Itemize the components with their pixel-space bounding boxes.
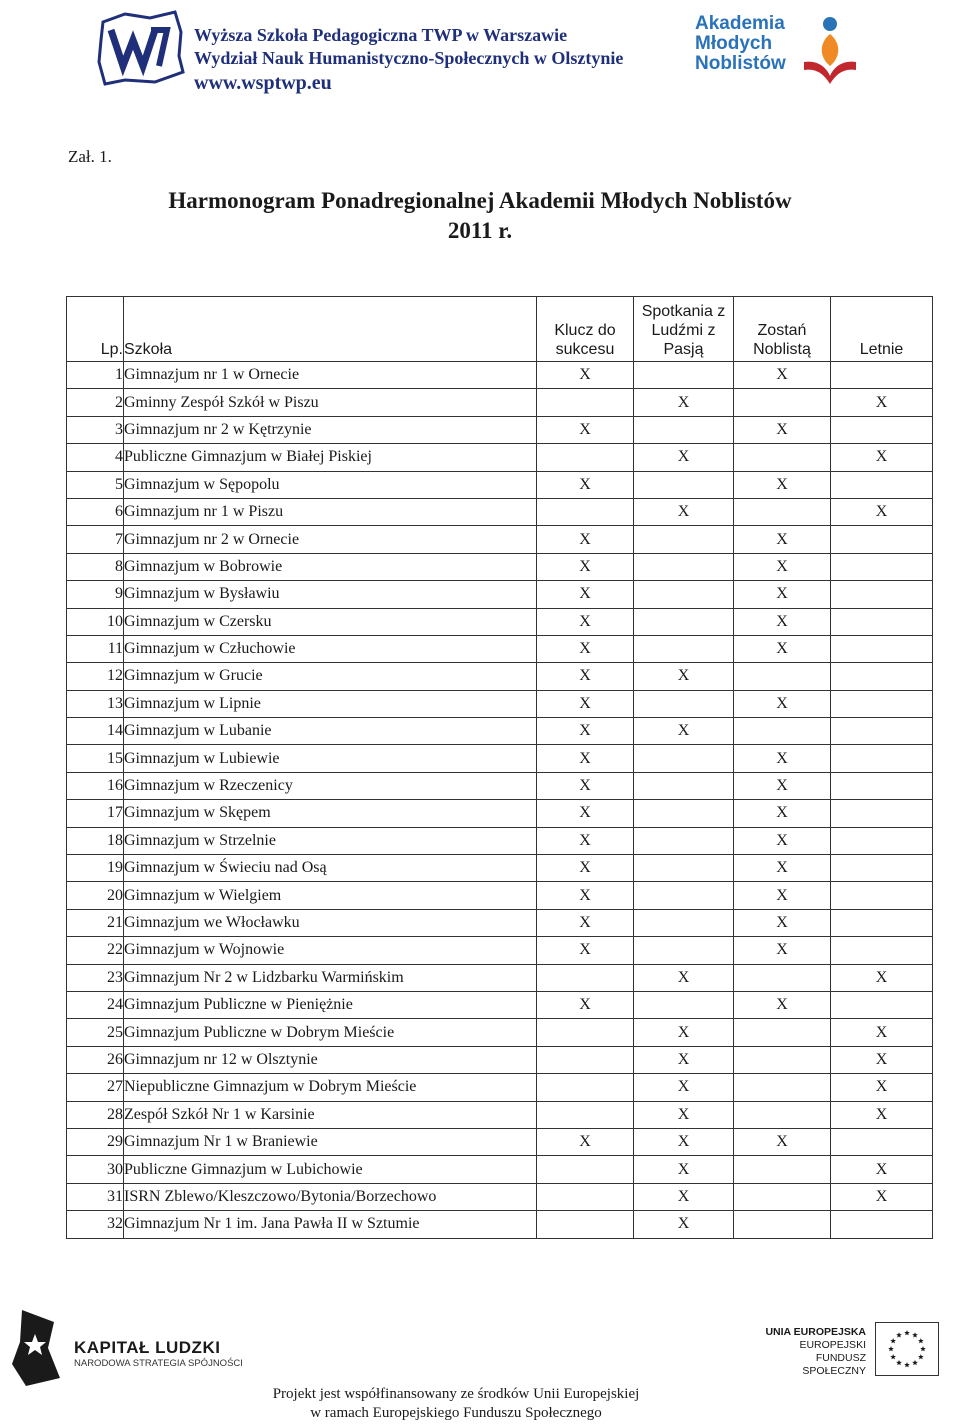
mark-zostan-noblista: X	[734, 937, 831, 964]
table-row	[67, 855, 933, 882]
table-row	[67, 635, 933, 662]
school-name: Gimnazjum w Strzelnie	[124, 827, 537, 854]
table-row	[67, 800, 933, 827]
mark-zostan-noblista	[734, 1183, 831, 1210]
mark-zostan-noblista: X	[734, 855, 831, 882]
mark-letnie	[831, 663, 933, 690]
mark-zostan-noblista	[734, 1046, 831, 1073]
table-row	[67, 772, 933, 799]
row-number: 31	[67, 1183, 124, 1210]
table-row	[67, 882, 933, 909]
table-row	[67, 745, 933, 772]
flame-book-icon	[800, 14, 860, 86]
institution-line1: Wyższa Szkoła Pedagogiczna TWP w Warszawie	[194, 25, 568, 45]
eu-star-icon	[918, 1338, 924, 1343]
mark-klucz-do-sukcesu: X	[537, 362, 634, 389]
table-row	[67, 1046, 933, 1073]
school-name: Gimnazjum nr 12 w Olsztynie	[124, 1046, 537, 1073]
school-name: Gimnazjum nr 1 w Piszu	[124, 498, 537, 525]
eu-star-icon	[890, 1354, 896, 1359]
table-row	[67, 937, 933, 964]
row-number: 6	[67, 498, 124, 525]
table-row	[67, 389, 933, 416]
table-row	[67, 964, 933, 991]
school-name: Niepubliczne Gimnazjum w Dobrym Mieście	[124, 1074, 537, 1101]
eu-line2: EUROPEJSKI	[799, 1339, 866, 1351]
mark-spotkania	[634, 553, 734, 580]
mark-letnie: X	[831, 1074, 933, 1101]
row-number: 28	[67, 1101, 124, 1128]
mark-klucz-do-sukcesu	[537, 1046, 634, 1073]
mark-letnie: X	[831, 1019, 933, 1046]
school-name: Gimnazjum Publiczne w Pieniężnie	[124, 991, 537, 1018]
table-row	[67, 991, 933, 1018]
institution-url[interactable]: www.wsptwp.eu	[194, 72, 332, 94]
school-name: Gminny Zespół Szkół w Piszu	[124, 389, 537, 416]
row-number: 4	[67, 444, 124, 471]
mark-klucz-do-sukcesu: X	[537, 800, 634, 827]
row-number: 26	[67, 1046, 124, 1073]
mark-letnie: X	[831, 389, 933, 416]
school-name: Gimnazjum we Włocławku	[124, 909, 537, 936]
eu-star-icon	[904, 1362, 910, 1367]
mark-letnie	[831, 416, 933, 443]
school-name: Gimnazjum Publiczne w Dobrym Mieście	[124, 1019, 537, 1046]
mark-zostan-noblista	[734, 718, 831, 745]
eu-logo-text	[752, 1326, 866, 1378]
eu-star-icon	[912, 1360, 918, 1365]
row-number: 7	[67, 526, 124, 553]
mark-zostan-noblista	[734, 1074, 831, 1101]
mark-letnie	[831, 718, 933, 745]
mark-zostan-noblista: X	[734, 581, 831, 608]
mark-letnie	[831, 909, 933, 936]
school-name: Gimnazjum w Sępopolu	[124, 471, 537, 498]
mark-spotkania: X	[634, 444, 734, 471]
mark-zostan-noblista	[734, 389, 831, 416]
mark-spotkania	[634, 581, 734, 608]
row-number: 19	[67, 855, 124, 882]
kapital-ludzki-title: KAPITAŁ LUDZKI	[74, 1338, 221, 1357]
table-row	[67, 471, 933, 498]
mark-spotkania: X	[634, 1019, 734, 1046]
eu-flag-icon	[875, 1322, 939, 1376]
mark-zostan-noblista: X	[734, 553, 831, 580]
table-row	[67, 1183, 933, 1210]
row-number: 18	[67, 827, 124, 854]
school-name: Gimnazjum w Bobrowie	[124, 553, 537, 580]
mark-spotkania: X	[634, 1101, 734, 1128]
mark-spotkania: X	[634, 663, 734, 690]
table-row	[67, 498, 933, 525]
row-number: 11	[67, 635, 124, 662]
row-number: 3	[67, 416, 124, 443]
funding-note-line2: w ramach Europejskiego Funduszu Społecznego	[310, 1405, 602, 1421]
mark-spotkania: X	[634, 1211, 734, 1238]
school-name: Gimnazjum w Grucie	[124, 663, 537, 690]
amn-logo-line2: Młodych	[695, 33, 773, 54]
mark-spotkania	[634, 772, 734, 799]
mark-klucz-do-sukcesu: X	[537, 663, 634, 690]
row-number: 16	[67, 772, 124, 799]
eu-star-icon	[920, 1346, 926, 1351]
eu-star-icon	[918, 1354, 924, 1359]
table-row	[67, 444, 933, 471]
table-row	[67, 608, 933, 635]
mark-letnie	[831, 690, 933, 717]
mark-letnie: X	[831, 1156, 933, 1183]
eu-star-icon	[896, 1332, 902, 1337]
school-name: Gimnazjum w Bysławiu	[124, 581, 537, 608]
mark-klucz-do-sukcesu	[537, 1074, 634, 1101]
table-row	[67, 1128, 933, 1155]
school-name: Gimnazjum Nr 1 w Braniewie	[124, 1128, 537, 1155]
school-name: Gimnazjum w Świeciu nad Osą	[124, 855, 537, 882]
row-number: 29	[67, 1128, 124, 1155]
mark-spotkania	[634, 991, 734, 1018]
school-name: Gimnazjum w Rzeczenicy	[124, 772, 537, 799]
mark-klucz-do-sukcesu	[537, 389, 634, 416]
mark-klucz-do-sukcesu: X	[537, 581, 634, 608]
wsp-logo-icon	[95, 10, 185, 86]
mark-klucz-do-sukcesu: X	[537, 1128, 634, 1155]
row-number: 8	[67, 553, 124, 580]
institution-line2: Wydział Nauk Humanistyczno-Społecznych w Olsztynie	[194, 48, 624, 68]
row-number: 24	[67, 991, 124, 1018]
mark-klucz-do-sukcesu: X	[537, 909, 634, 936]
school-name: Gimnazjum w Skępem	[124, 800, 537, 827]
mark-zostan-noblista: X	[734, 909, 831, 936]
mark-klucz-do-sukcesu: X	[537, 882, 634, 909]
mark-klucz-do-sukcesu	[537, 498, 634, 525]
row-number: 22	[67, 937, 124, 964]
eu-star-icon	[888, 1346, 894, 1351]
mark-letnie: X	[831, 498, 933, 525]
mark-spotkania	[634, 416, 734, 443]
mark-letnie: X	[831, 1183, 933, 1210]
row-number: 10	[67, 608, 124, 635]
mark-zostan-noblista: X	[734, 800, 831, 827]
column-header-lp: Lp.	[67, 297, 124, 362]
mark-letnie: X	[831, 1046, 933, 1073]
mark-zostan-noblista: X	[734, 772, 831, 799]
mark-zostan-noblista	[734, 498, 831, 525]
row-number: 15	[67, 745, 124, 772]
mark-letnie	[831, 362, 933, 389]
schedule-table	[66, 296, 933, 1239]
mark-spotkania	[634, 827, 734, 854]
mark-klucz-do-sukcesu: X	[537, 991, 634, 1018]
mark-spotkania: X	[634, 1128, 734, 1155]
school-name: Gimnazjum w Lubanie	[124, 718, 537, 745]
mark-spotkania: X	[634, 389, 734, 416]
mark-letnie	[831, 471, 933, 498]
school-name: ISRN Zblewo/Kleszczowo/Bytonia/Borzechowo	[124, 1183, 537, 1210]
column-header-klucz: Klucz do sukcesu	[537, 297, 634, 362]
mark-klucz-do-sukcesu: X	[537, 718, 634, 745]
row-number: 23	[67, 964, 124, 991]
mark-klucz-do-sukcesu: X	[537, 827, 634, 854]
mark-klucz-do-sukcesu: X	[537, 416, 634, 443]
mark-spotkania	[634, 608, 734, 635]
mark-spotkania	[634, 909, 734, 936]
mark-letnie	[831, 745, 933, 772]
mark-letnie	[831, 1211, 933, 1238]
mark-spotkania: X	[634, 1046, 734, 1073]
table-row	[67, 362, 933, 389]
mark-klucz-do-sukcesu	[537, 964, 634, 991]
mark-klucz-do-sukcesu: X	[537, 608, 634, 635]
mark-klucz-do-sukcesu: X	[537, 471, 634, 498]
mark-zostan-noblista: X	[734, 745, 831, 772]
kapital-ludzki-logo	[8, 1308, 258, 1388]
table-row	[67, 581, 933, 608]
mark-spotkania: X	[634, 964, 734, 991]
page-title-year: 2011 r.	[447, 218, 513, 243]
mark-letnie	[831, 635, 933, 662]
table-row	[67, 416, 933, 443]
row-number: 30	[67, 1156, 124, 1183]
mark-spotkania	[634, 635, 734, 662]
eu-logo	[752, 1318, 942, 1378]
kapital-ludzki-icon	[8, 1308, 62, 1388]
mark-klucz-do-sukcesu: X	[537, 635, 634, 662]
mark-spotkania: X	[634, 718, 734, 745]
mark-zostan-noblista: X	[734, 608, 831, 635]
mark-spotkania	[634, 855, 734, 882]
institution-name	[194, 24, 623, 96]
school-name: Gimnazjum nr 2 w Ornecie	[124, 526, 537, 553]
mark-spotkania	[634, 800, 734, 827]
mark-klucz-do-sukcesu	[537, 1211, 634, 1238]
mark-letnie	[831, 937, 933, 964]
mark-klucz-do-sukcesu	[537, 444, 634, 471]
mark-zostan-noblista	[734, 1101, 831, 1128]
mark-klucz-do-sukcesu: X	[537, 690, 634, 717]
column-header-school: Szkoła	[124, 297, 537, 362]
school-name: Zespół Szkół Nr 1 w Karsinie	[124, 1101, 537, 1128]
row-number: 27	[67, 1074, 124, 1101]
school-name: Gimnazjum w Lubiewie	[124, 745, 537, 772]
amn-logo-line3: Noblistów	[695, 53, 786, 74]
school-name: Gimnazjum w Wielgiem	[124, 882, 537, 909]
mark-klucz-do-sukcesu	[537, 1101, 634, 1128]
eu-line3: FUNDUSZ SPOŁECZNY	[802, 1352, 866, 1377]
table-row	[67, 1211, 933, 1238]
row-number: 9	[67, 581, 124, 608]
page-header	[0, 0, 960, 100]
amn-logo	[683, 4, 868, 92]
attachment-label: Zał. 1.	[68, 147, 112, 166]
row-number: 14	[67, 718, 124, 745]
table-row	[67, 1019, 933, 1046]
mark-zostan-noblista: X	[734, 991, 831, 1018]
mark-spotkania	[634, 690, 734, 717]
mark-letnie	[831, 800, 933, 827]
mark-letnie	[831, 581, 933, 608]
mark-zostan-noblista	[734, 444, 831, 471]
school-name: Gimnazjum Nr 1 im. Jana Pawła II w Sztumie	[124, 1211, 537, 1238]
table-row	[67, 718, 933, 745]
row-number: 1	[67, 362, 124, 389]
mark-letnie	[831, 1128, 933, 1155]
mark-zostan-noblista: X	[734, 690, 831, 717]
mark-letnie	[831, 991, 933, 1018]
mark-zostan-noblista	[734, 1211, 831, 1238]
mark-letnie	[831, 855, 933, 882]
mark-zostan-noblista	[734, 964, 831, 991]
table-row	[67, 690, 933, 717]
mark-spotkania	[634, 471, 734, 498]
row-number: 32	[67, 1211, 124, 1238]
row-number: 20	[67, 882, 124, 909]
mark-letnie	[831, 608, 933, 635]
row-number: 5	[67, 471, 124, 498]
mark-klucz-do-sukcesu: X	[537, 855, 634, 882]
mark-spotkania	[634, 937, 734, 964]
mark-spotkania	[634, 882, 734, 909]
mark-zostan-noblista	[734, 1156, 831, 1183]
school-name: Gimnazjum w Czersku	[124, 608, 537, 635]
mark-letnie	[831, 827, 933, 854]
mark-letnie: X	[831, 964, 933, 991]
table-row	[67, 553, 933, 580]
eu-star-icon	[896, 1360, 902, 1365]
mark-klucz-do-sukcesu: X	[537, 937, 634, 964]
table-row	[67, 827, 933, 854]
mark-spotkania	[634, 526, 734, 553]
table-header-row	[67, 297, 933, 362]
school-name: Gimnazjum nr 1 w Ornecie	[124, 362, 537, 389]
mark-spotkania: X	[634, 1156, 734, 1183]
mark-zostan-noblista: X	[734, 1128, 831, 1155]
mark-spotkania: X	[634, 498, 734, 525]
mark-zostan-noblista	[734, 1019, 831, 1046]
school-name: Gimnazjum nr 2 w Kętrzynie	[124, 416, 537, 443]
mark-klucz-do-sukcesu: X	[537, 553, 634, 580]
eu-line1: UNIA EUROPEJSKA	[765, 1326, 866, 1338]
amn-logo-text	[695, 14, 786, 74]
column-header-zostan: Zostań Noblistą	[734, 297, 831, 362]
table-row	[67, 1101, 933, 1128]
mark-letnie	[831, 553, 933, 580]
row-number: 12	[67, 663, 124, 690]
mark-spotkania: X	[634, 1183, 734, 1210]
eu-star-icon	[912, 1332, 918, 1337]
table-row	[67, 526, 933, 553]
school-name: Gimnazjum w Wojnowie	[124, 937, 537, 964]
eu-star-icon	[904, 1330, 910, 1335]
row-number: 25	[67, 1019, 124, 1046]
mark-zostan-noblista: X	[734, 362, 831, 389]
mark-letnie	[831, 526, 933, 553]
school-name: Publiczne Gimnazjum w Białej Piskiej	[124, 444, 537, 471]
mark-zostan-noblista: X	[734, 416, 831, 443]
mark-zostan-noblista: X	[734, 882, 831, 909]
column-header-letnie: Letnie	[831, 297, 933, 362]
mark-spotkania	[634, 362, 734, 389]
mark-letnie: X	[831, 1101, 933, 1128]
school-name: Gimnazjum w Człuchowie	[124, 635, 537, 662]
page-title: Harmonogram Ponadregionalnej Akademii Młodych Noblistów	[168, 188, 792, 213]
mark-klucz-do-sukcesu: X	[537, 526, 634, 553]
mark-letnie	[831, 882, 933, 909]
school-name: Publiczne Gimnazjum w Lubichowie	[124, 1156, 537, 1183]
mark-klucz-do-sukcesu	[537, 1156, 634, 1183]
mark-zostan-noblista: X	[734, 827, 831, 854]
column-header-spotkania: Spotkania z Ludźmi z Pasją	[634, 297, 734, 362]
school-name: Gimnazjum Nr 2 w Lidzbarku Warmińskim	[124, 964, 537, 991]
mark-zostan-noblista: X	[734, 635, 831, 662]
school-name: Gimnazjum w Lipnie	[124, 690, 537, 717]
mark-zostan-noblista: X	[734, 471, 831, 498]
table-row	[67, 1156, 933, 1183]
mark-zostan-noblista	[734, 663, 831, 690]
mark-spotkania: X	[634, 1074, 734, 1101]
mark-klucz-do-sukcesu: X	[537, 772, 634, 799]
funding-note-line1: Projekt jest współfinansowany ze środków Unii Europejskiej	[272, 1386, 640, 1402]
table-row	[67, 1074, 933, 1101]
mark-klucz-do-sukcesu	[537, 1019, 634, 1046]
mark-zostan-noblista: X	[734, 526, 831, 553]
mark-spotkania	[634, 745, 734, 772]
row-number: 21	[67, 909, 124, 936]
amn-logo-line1: Akademia	[695, 13, 785, 34]
kapital-ludzki-subtitle: NARODOWA STRATEGIA SPÓJNOŚCI	[74, 1358, 243, 1369]
row-number: 2	[67, 389, 124, 416]
mark-klucz-do-sukcesu	[537, 1183, 634, 1210]
row-number: 17	[67, 800, 124, 827]
row-number: 13	[67, 690, 124, 717]
mark-klucz-do-sukcesu: X	[537, 745, 634, 772]
table-row	[67, 909, 933, 936]
mark-letnie	[831, 772, 933, 799]
mark-letnie: X	[831, 444, 933, 471]
eu-star-icon	[890, 1338, 896, 1343]
table-row	[67, 663, 933, 690]
